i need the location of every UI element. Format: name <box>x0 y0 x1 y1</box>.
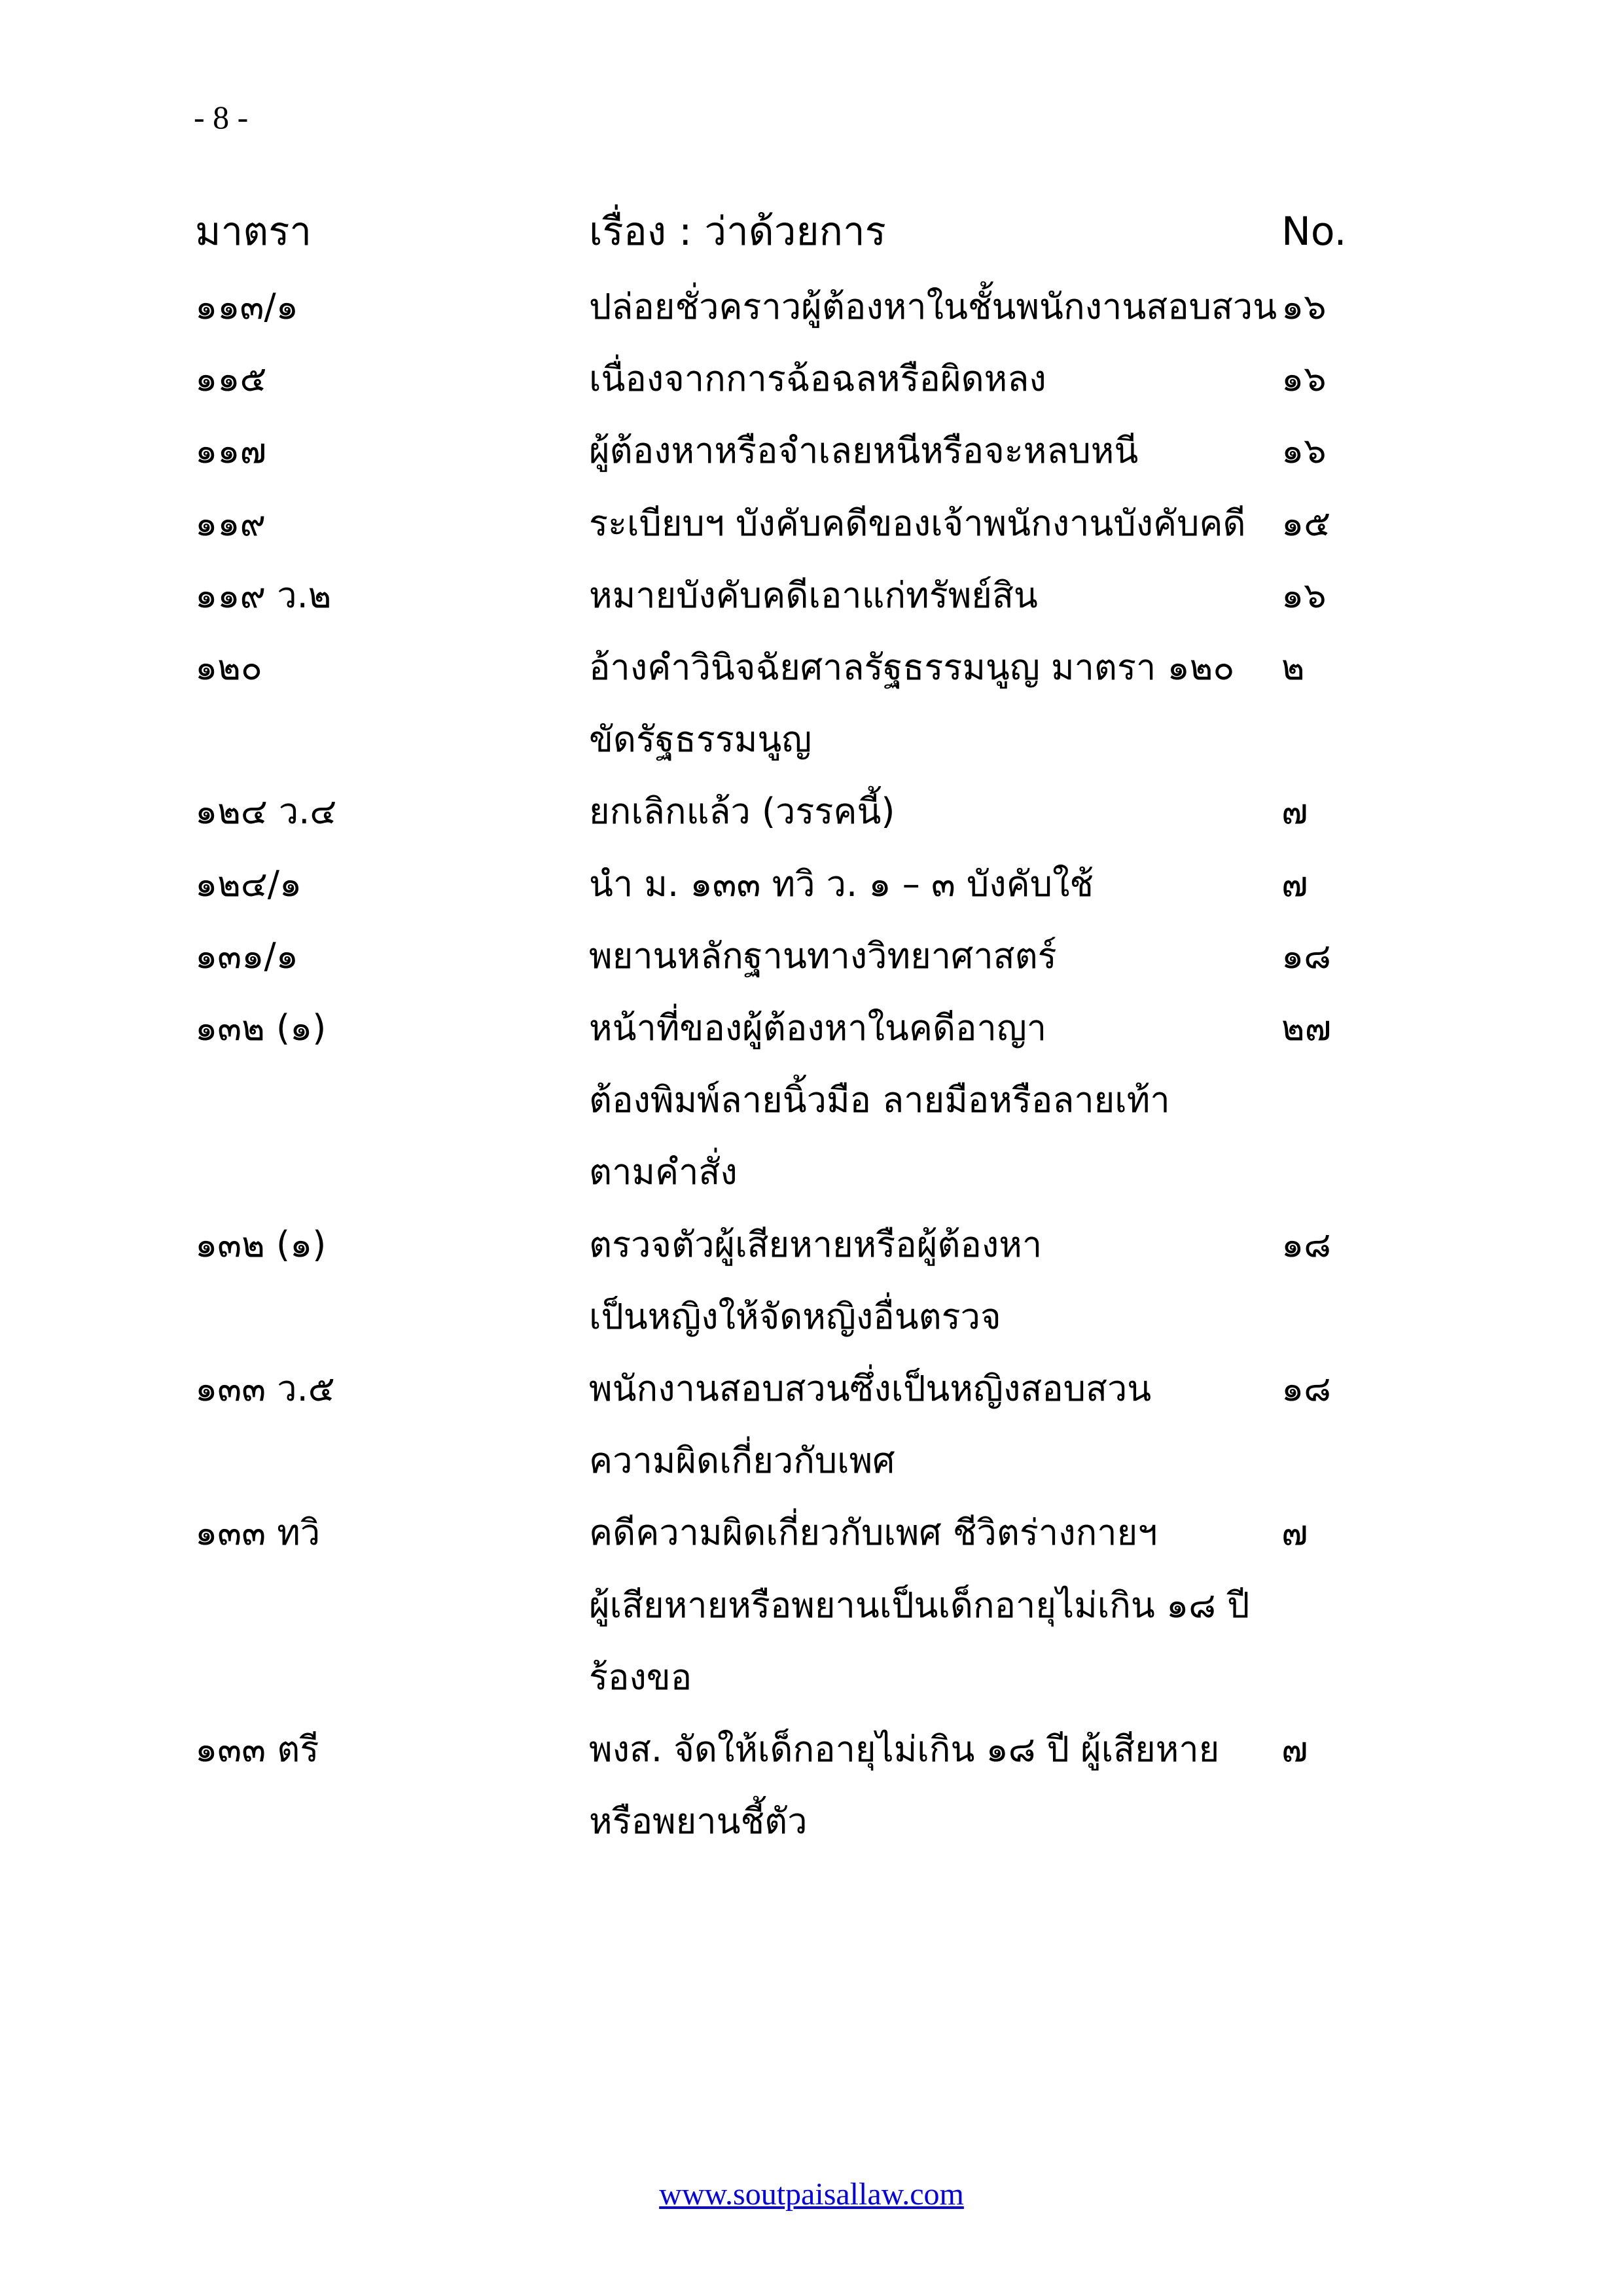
row-no: ๑๘ <box>1281 935 1331 977</box>
row-subject-line: ผู้เสียหายหรือพยานเป็นเด็กอายุไม่เกิน ๑๘ ปี <box>589 1584 1250 1626</box>
row-section: ๑๒๔/๑ <box>195 863 302 905</box>
row-section: ๑๓๓ ทวิ <box>195 1512 321 1554</box>
header-section: มาตรา <box>195 209 312 255</box>
row-subject-line: พนักงานสอบสวนซึ่งเป็นหญิงสอบสวน <box>589 1368 1152 1409</box>
row-subject-line: ยกเลิกแล้ว (วรรคนี้) <box>589 791 895 833</box>
row-subject-line: หมายบังคับคดีเอาแก่ทรัพย์สิน <box>589 574 1038 616</box>
row-subject-line: หรือพยานชี้ตัว <box>589 1801 808 1842</box>
row-no: ๗ <box>1281 1512 1308 1554</box>
row-no: ๗ <box>1281 791 1308 833</box>
row-subject-line: ปล่อยชั่วคราวผู้ต้องหาในชั้นพนักงานสอบสวน <box>589 286 1277 327</box>
row-subject-line: ความผิดเกี่ยวกับเพศ <box>589 1440 895 1482</box>
row-subject-line: ตามคำสั่ง <box>589 1151 738 1193</box>
header-no: No. <box>1281 209 1347 255</box>
row-section: ๑๓๓ ตรี <box>195 1729 319 1770</box>
row-subject-line: นำ ม. ๑๓๓ ทวิ ว. ๑ – ๓ บังคับใช้ <box>589 863 1094 905</box>
row-no: ๗ <box>1281 1729 1308 1770</box>
row-subject-line: อ้างคำวินิจฉัยศาลรัฐธรรมนูญ มาตรา ๑๒๐ <box>589 647 1235 688</box>
row-subject-line: ผู้ต้องหาหรือจำเลยหนีหรือจะหลบหนี <box>589 430 1139 472</box>
row-no: ๑๘ <box>1281 1223 1331 1265</box>
row-section: ๑๒๔ ว.๔ <box>195 791 337 833</box>
row-subject-line: ร้องขอ <box>589 1656 692 1698</box>
row-subject-line: หน้าที่ของผู้ต้องหาในคดีอาญา <box>589 1007 1047 1049</box>
row-subject-line: ระเบียบฯ บังคับคดีของเจ้าพนักงานบังคับคดี <box>589 502 1246 544</box>
row-no: ๑๘ <box>1281 1368 1331 1409</box>
row-subject-line: คดีความผิดเกี่ยวกับเพศ ชีวิตร่างกายฯ <box>589 1512 1158 1554</box>
row-subject-line: พยานหลักฐานทางวิทยาศาสตร์ <box>589 935 1057 977</box>
row-section: ๑๑๗ <box>195 430 267 472</box>
row-subject-line: เป็นหญิงให้จัดหญิงอื่นตรวจ <box>589 1295 1001 1337</box>
row-section: ๑๒๐ <box>195 647 262 688</box>
row-no: ๑๕ <box>1281 502 1331 544</box>
row-section: ๑๑๕ <box>195 358 267 400</box>
row-subject-line: ตรวจตัวผู้เสียหายหรือผู้ต้องหา <box>589 1223 1043 1265</box>
row-section: ๑๓๒ (๑) <box>195 1007 327 1049</box>
row-no: ๑๖ <box>1281 430 1327 472</box>
row-no: ๒๗ <box>1281 1007 1332 1049</box>
row-subject-line: ต้องพิมพ์ลายนิ้วมือ ลายมือหรือลายเท้า <box>589 1079 1170 1121</box>
row-section: ๑๓๒ (๑) <box>195 1223 327 1265</box>
row-no: ๑๖ <box>1281 574 1327 616</box>
row-subject-line: ขัดรัฐธรรมนูญ <box>589 719 812 761</box>
website-link[interactable]: www.soutpaisallaw.com <box>659 2177 964 2212</box>
row-section: ๑๑๓/๑ <box>195 286 298 327</box>
row-section: ๑๓๓ ว.๕ <box>195 1368 335 1409</box>
row-section: ๑๑๙ <box>195 502 266 544</box>
footer <box>0 2176 1623 2212</box>
page-number: - 8 - <box>194 99 249 135</box>
row-section: ๑๓๑/๑ <box>195 935 298 977</box>
row-no: ๑๖ <box>1281 286 1327 327</box>
row-no: ๗ <box>1281 863 1308 905</box>
row-subject-line: เนื่องจากการฉ้อฉลหรือผิดหลง <box>589 358 1046 400</box>
row-section: ๑๑๙ ว.๒ <box>195 574 332 616</box>
header-subject: เรื่อง : ว่าด้วยการ <box>589 209 886 255</box>
row-no: ๒ <box>1281 647 1305 688</box>
row-subject-line: พงส. จัดให้เด็กอายุไม่เกิน ๑๘ ปี ผู้เสียหาย <box>589 1729 1220 1770</box>
row-no: ๑๖ <box>1281 358 1327 400</box>
